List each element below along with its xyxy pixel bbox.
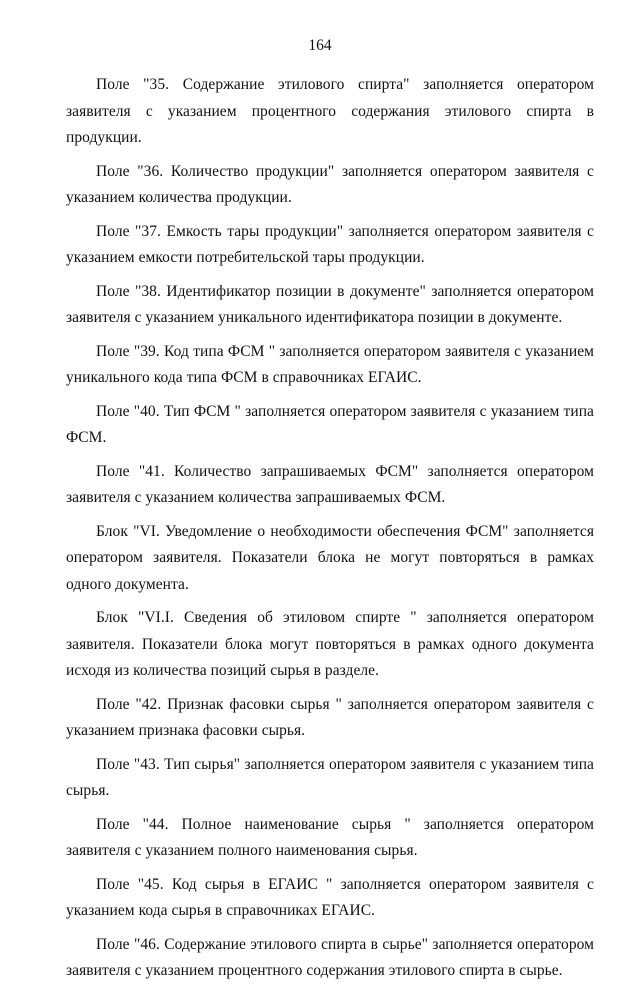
- paragraph-field-40: Поле "40. Тип ФСМ " заполняется оператором заявителя с указанием типа ФСМ.: [66, 402, 594, 446]
- paragraph-field-39: Поле "39. Код типа ФСМ " заполняется оператором заявителя с указанием уникального кода типа ФСМ в справочниках ЕГАИС.: [66, 342, 594, 386]
- paragraph-field-36: Поле "36. Количество продукции" заполняется оператором заявителя с указанием количества продукции.: [66, 162, 594, 206]
- paragraph-block-vi: Блок "VI. Уведомление о необходимости обеспечения ФСМ" заполняется оператором заявителя. Показатели блока не могут повторяться в рамках одного документа.: [66, 522, 594, 593]
- paragraph-field-37: Поле "37. Емкость тары продукции" заполняется оператором заявителя с указанием емкости потребительской тары продукции.: [66, 222, 594, 266]
- document-body: [66, 72, 594, 992]
- paragraph-block-vi-i: Блок "VI.I. Сведения об этиловом спирте " заполняется оператором заявителя. Показатели блока могут повторяться в рамках одного документа исходя из количества позиций сырья в разделе.: [66, 609, 594, 679]
- paragraph-field-46: Поле "46. Содержание этилового спирта в сырье" заполняется оператором заявителя с указанием процентного содержания этилового спирта в сырье.: [66, 935, 594, 979]
- paragraph-field-41: Поле "41. Количество запрашиваемых ФСМ" заполняется оператором заявителя с указанием количества запрашиваемых ФСМ.: [66, 462, 594, 506]
- page-number: 164: [308, 37, 332, 54]
- paragraph-field-44: Поле "44. Полное наименование сырья " заполняется оператором заявителя с указанием полного наименования сырья.: [66, 815, 594, 859]
- paragraph-field-38: Поле "38. Идентификатор позиции в документе" заполняется оператором заявителя с указанием уникального идентификатора позиции в документе.: [66, 282, 594, 326]
- paragraph-field-45: Поле "45. Код сырья в ЕГАИС " заполняется оператором заявителя с указанием кода сырья в справочниках ЕГАИС.: [66, 875, 594, 919]
- paragraph-field-35: Поле "35. Содержание этилового спирта" заполняется оператором заявителя с указанием процентного содержания этилового спирта в продукции.: [66, 76, 594, 146]
- paragraph-field-43: Поле "43. Тип сырья" заполняется оператором заявителя с указанием типа сырья.: [66, 755, 594, 799]
- paragraph-field-42: Поле "42. Признак фасовки сырья " заполняется оператором заявителя с указанием признака фасовки сырья.: [66, 695, 594, 739]
